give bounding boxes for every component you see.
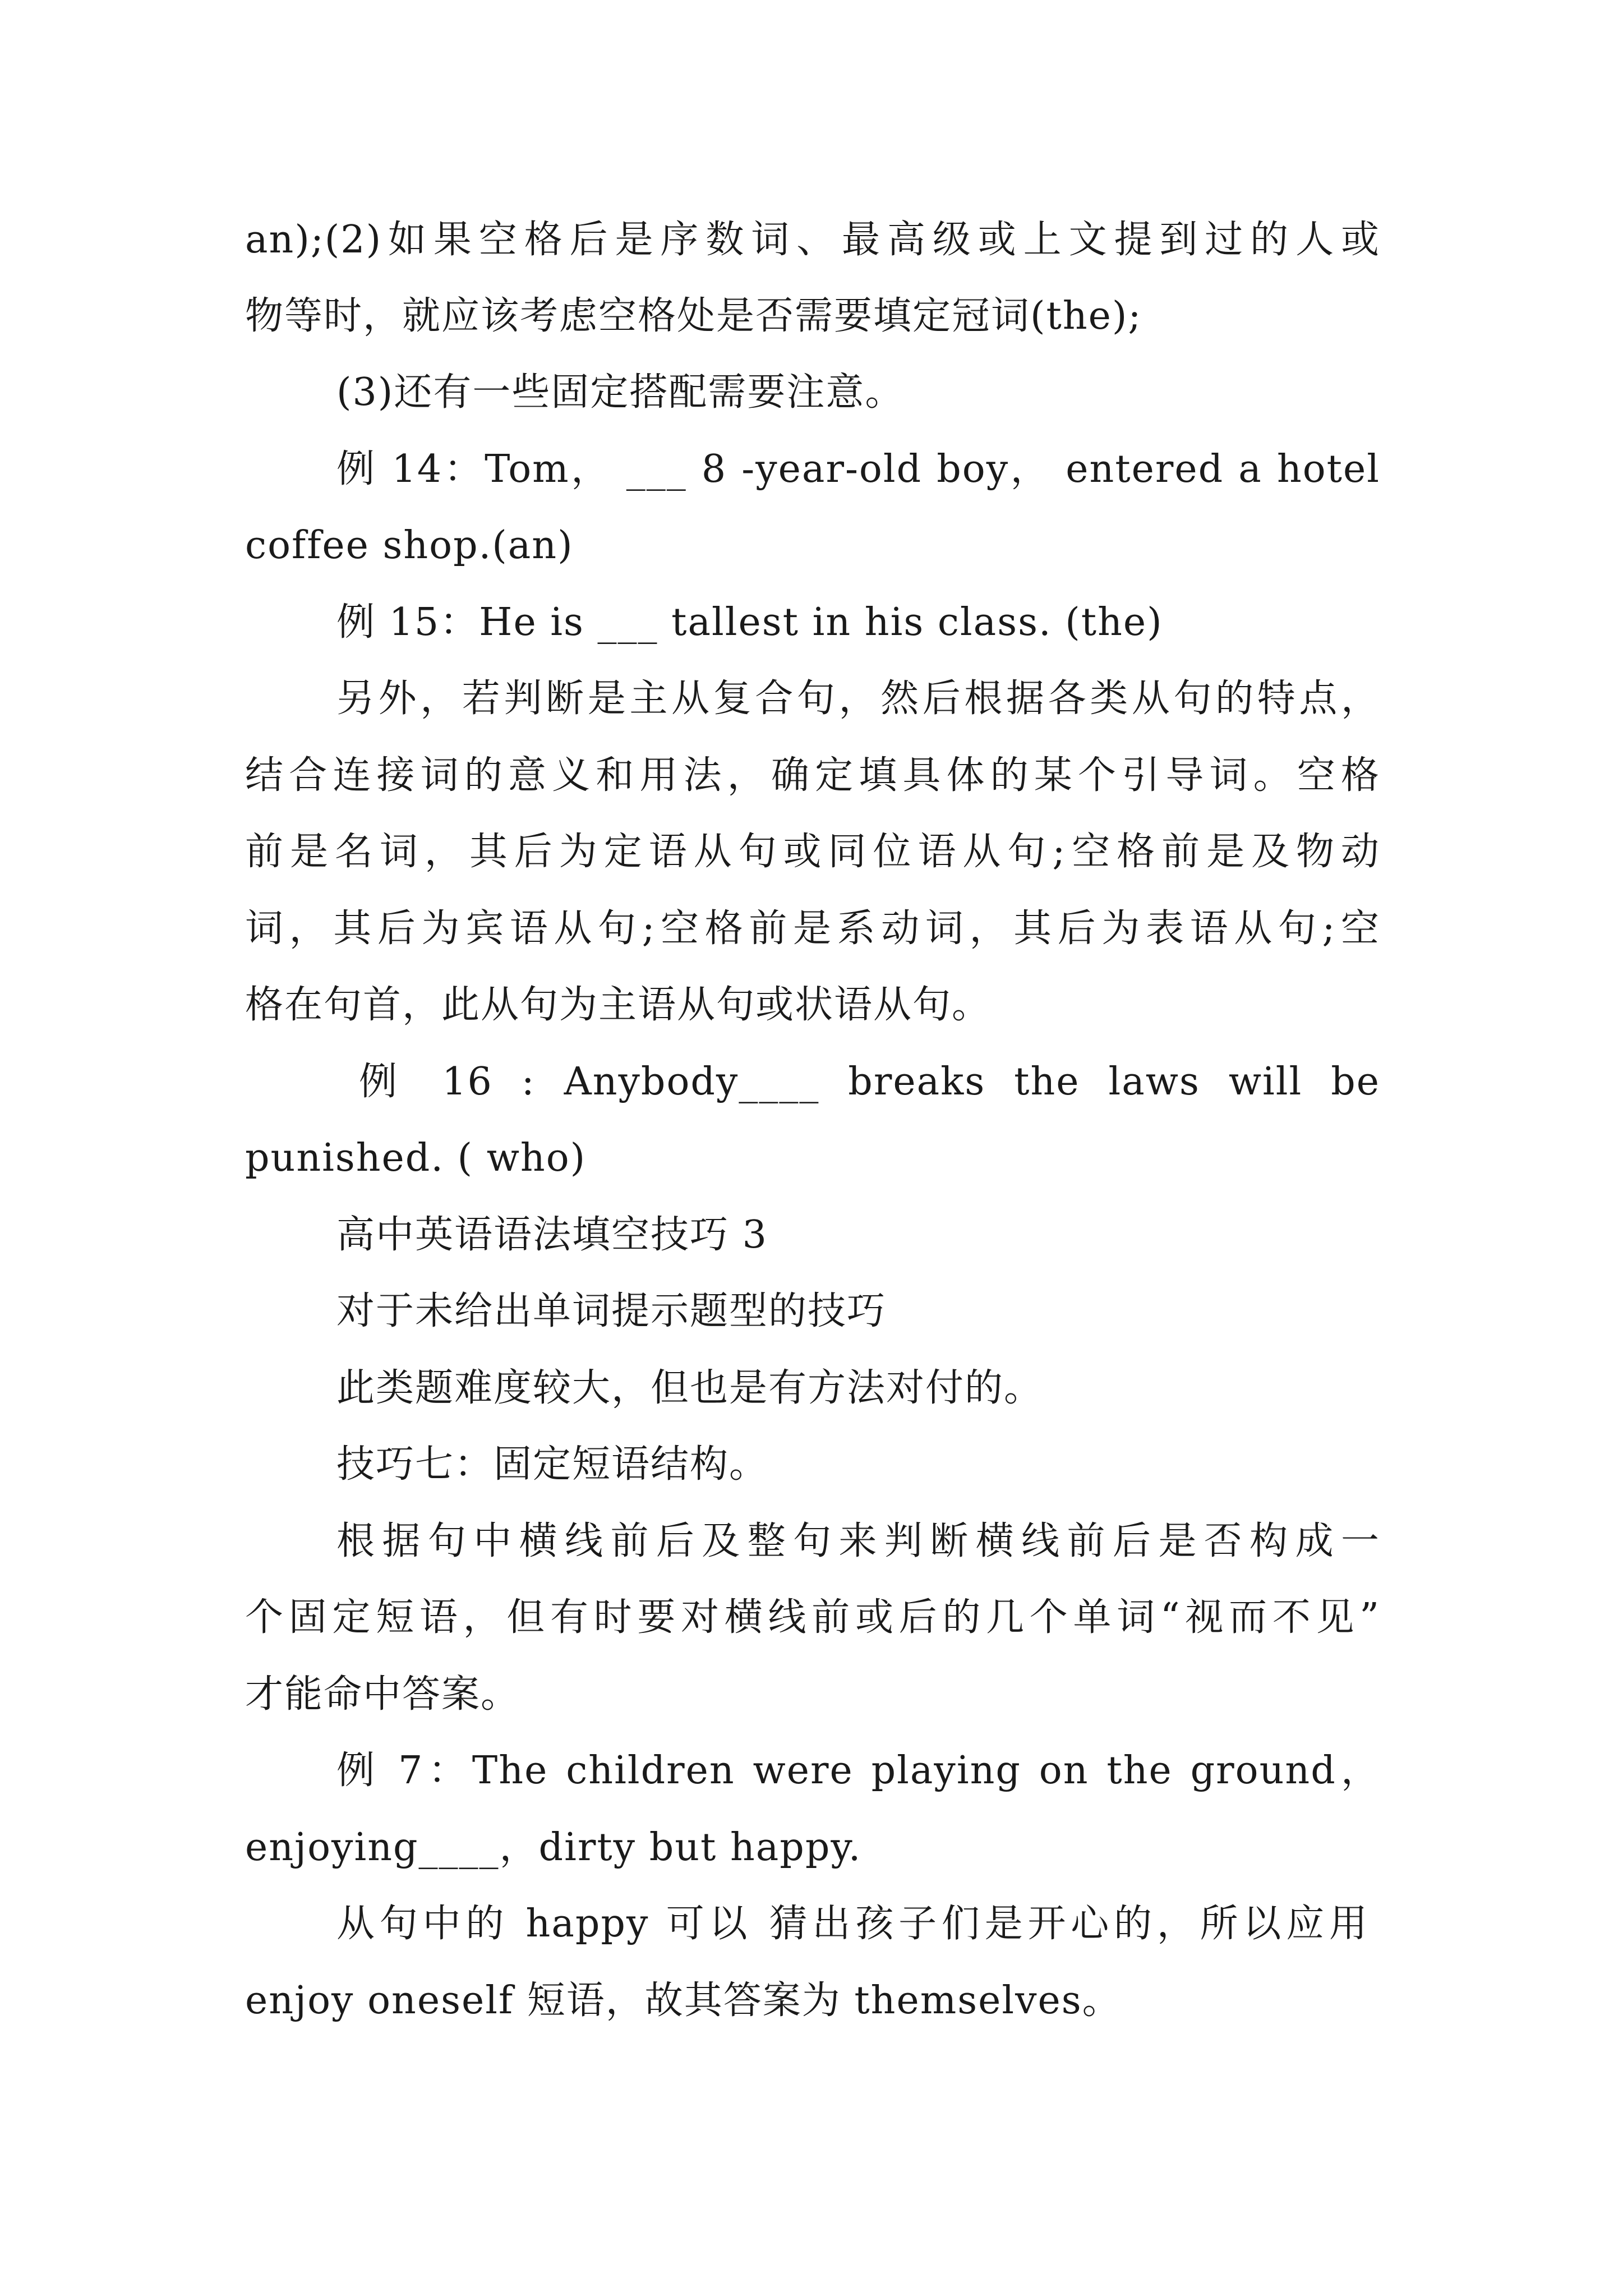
example-line: 例 16 : Anybody____ breaks the laws will be bbox=[359, 1060, 1380, 1104]
example-line: punished. ( who) bbox=[245, 1136, 587, 1180]
paragraph-line: 对于未给出单词提示题型的技巧 bbox=[336, 1289, 887, 1333]
paragraph-line: 个固定短语，但有时要对横线前或后的几个单词“视而不见” bbox=[245, 1595, 1380, 1640]
paragraph-line: 从句中的 happy 可以 猜出孩子们是开心的，所以应用 bbox=[336, 1902, 1368, 1946]
example-line: 例 15：He is ___ tallest in his class. (the) bbox=[336, 600, 1163, 645]
paragraph-line: 根据句中横线前后及整句来判断横线前后是否构成一 bbox=[336, 1519, 1380, 1563]
paragraph-line: 物等时，就应该考虑空格处是否需要填定冠词(the); bbox=[245, 294, 1142, 338]
paragraph-line: an);(2)如果空格后是序数词、最高级或上文提到过的人或 bbox=[245, 218, 1380, 262]
example-line: 例 7：The children were playing on the ground， bbox=[336, 1749, 1380, 1793]
section-heading: 高中英语语法填空技巧 3 bbox=[336, 1213, 768, 1257]
paragraph-line: (3)还有一些固定搭配需要注意。 bbox=[336, 370, 905, 415]
example-line: coffee shop.(an) bbox=[245, 523, 574, 568]
example-line: 例 14：Tom， ___ 8 -year-old boy， entered a hotel bbox=[336, 447, 1380, 491]
example-line: enjoying____，dirty but happy. bbox=[245, 1825, 862, 1870]
paragraph-line: 格在句首，此从句为主语从句或状语从句。 bbox=[245, 983, 992, 1027]
paragraph-line: 前是名词，其后为定语从句或同位语从句;空格前是及物动 bbox=[245, 830, 1380, 874]
paragraph-line: 另外，若判断是主从复合句，然后根据各类从句的特点， bbox=[336, 677, 1380, 721]
paragraph-line: 结合连接词的意义和用法，确定填具体的某个引导词。空格 bbox=[245, 753, 1380, 798]
tip-heading: 技巧七：固定短语结构。 bbox=[336, 1442, 769, 1487]
paragraph-line: 词，其后为宾语从句;空格前是系动词，其后为表语从句;空 bbox=[245, 907, 1380, 951]
paragraph-line: enjoy oneself 短语，故其答案为 themselves。 bbox=[245, 1978, 1122, 2023]
paragraph-line: 此类题难度较大，但也是有方法对付的。 bbox=[336, 1366, 1044, 1410]
paragraph-line: 才能命中答案。 bbox=[245, 1672, 520, 1717]
